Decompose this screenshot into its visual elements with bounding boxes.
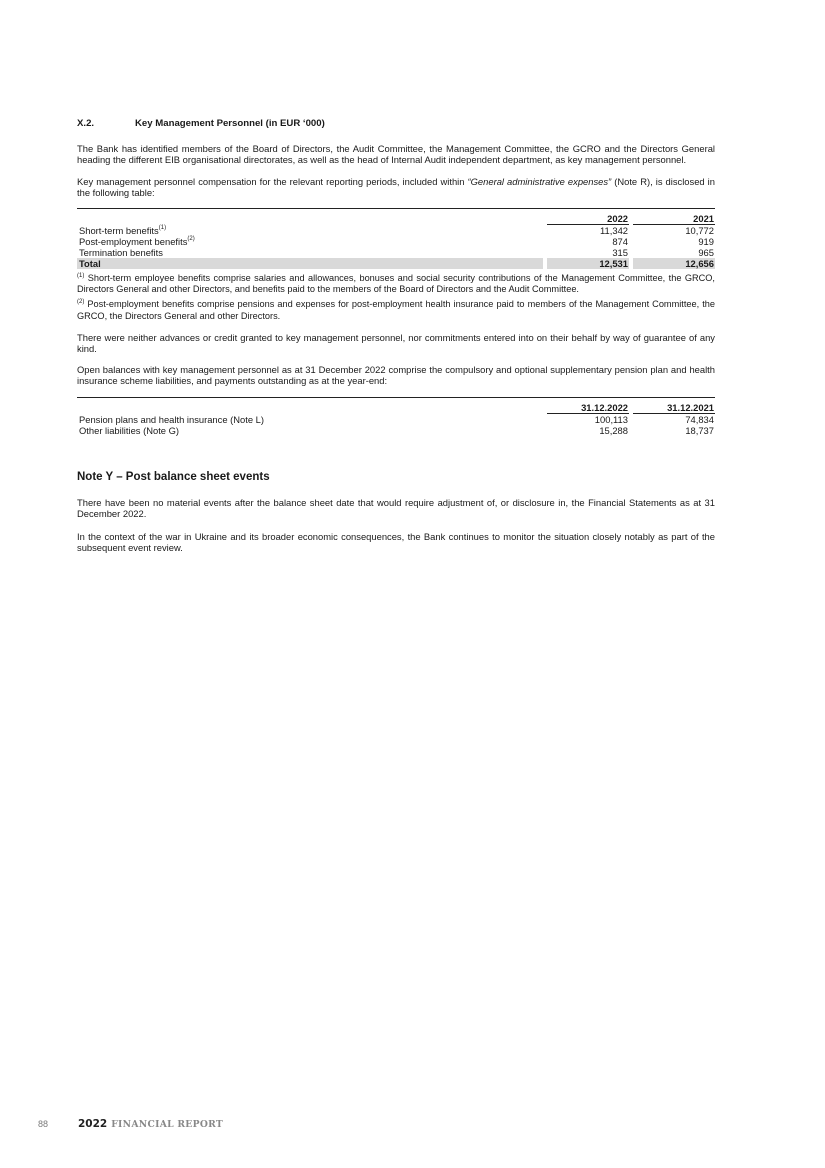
table-header: [77, 213, 715, 225]
column-header-2021: 2021: [633, 213, 715, 225]
open-balances-paragraph: Open balances with key management personnel as at 31 December 2022 comprise the compulsory and optional supplementary pension plan and health insurance scheme liabilities, and payments outstanding as at the year-end:: [77, 364, 715, 387]
total-row: [77, 258, 715, 269]
compensation-paragraph: Key management personnel compensation for the relevant reporting periods, included within “General administrative expenses” (Note R), is disclosed in the following table:: [77, 175, 715, 198]
value-2022: 874: [612, 236, 628, 248]
column-header-2022: 31.12.2022: [547, 402, 629, 414]
note-y-heading: Note Y – Post balance sheet events: [77, 470, 270, 483]
value-2022: 11,342: [600, 225, 628, 237]
value-2021: 965: [698, 247, 714, 259]
table-row: [77, 247, 715, 258]
footnote-1: $^{(1)}$ Short-term employee benefits comprise salaries and allowances, bonuses and social security contributions of the Management Committee, the GRCO, Directors General and other Directors, and benefits paid to the members of the Board of Directors and the Audit Committee.: [77, 273, 715, 295]
balances-table: [77, 397, 715, 436]
value-2021: 18,737: [685, 424, 714, 436]
value-2021: 919: [698, 236, 714, 248]
note-y-paragraph-1: There have been no material events after the balance sheet date that would require adjustment of, or disclosure in, the Financial Statements as at 31 December 2022.: [77, 496, 715, 520]
value-2022: 15,288: [599, 424, 628, 436]
page-content: [77, 118, 715, 564]
row-label: Pension plans and health insurance (Note L): [79, 413, 265, 425]
page-number: 88: [38, 1119, 49, 1129]
row-label: Short-term benefits: [79, 225, 159, 237]
total-2021: 12,656: [633, 258, 715, 269]
page-footer: [38, 1119, 223, 1130]
row-label: Post-employment benefits: [79, 236, 188, 248]
value-2022: 315: [612, 247, 628, 259]
section-title: Key Management Personnel (in EUR ‘000): [135, 118, 325, 129]
section-heading: [77, 118, 715, 129]
note-y-paragraph-2: In the context of the war in Ukraine and its broader economic consequences, the Bank continues to monitor the situation closely notably as part of the subsequent event review.: [77, 531, 715, 554]
row-label: Other liabilities (Note G): [79, 424, 180, 436]
column-header-2022: 2022: [547, 213, 629, 225]
total-2022: 12,531: [547, 258, 629, 269]
value-2021: 10,772: [685, 225, 714, 237]
compensation-table: [77, 208, 715, 269]
expense-category: “General administrative expenses”: [467, 175, 612, 187]
column-header-2021: 31.12.2021: [633, 402, 715, 414]
report-title: FINANCIAL REPORT: [111, 1119, 224, 1130]
value-2021: 74,834: [685, 413, 714, 425]
footnote-ref: (2): [187, 236, 195, 243]
value-2022: 100,113: [594, 413, 628, 425]
advances-paragraph: There were neither advances or credit granted to key management personnel, nor commitments entered into on their behalf by way of guarantee of any kind.: [77, 331, 715, 355]
report-year: 2022: [78, 1118, 108, 1130]
table-row: [77, 425, 715, 436]
intro-paragraph: The Bank has identified members of the Board of Directors, the Audit Committee, the Management Committee, the GCRO and the Directors General heading the different EIB organisational directorates, as well as the head of Internal Audit independent department, as key management personnel.: [77, 143, 715, 166]
total-label: Total: [77, 258, 543, 269]
table-row: [77, 236, 715, 247]
footnote-ref: (1): [158, 225, 167, 232]
table-row: [77, 413, 715, 425]
table-row: [77, 225, 715, 237]
table-header: [77, 402, 715, 414]
footnote-2: $^{(2)}$ Post-employment benefits comprise pensions and expenses for post-employment health insurance paid to members of the Management Committee, the GRCO, the Directors General and other Directors.: [77, 299, 715, 321]
row-label: Termination benefits: [79, 247, 163, 259]
section-number: X.2.: [77, 118, 95, 129]
